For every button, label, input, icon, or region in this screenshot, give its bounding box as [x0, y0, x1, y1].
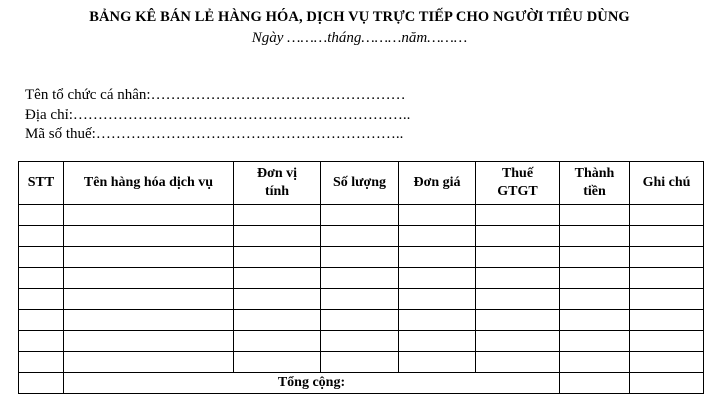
cell-quantity	[321, 289, 399, 310]
cell-vat	[476, 226, 560, 247]
cell-unit	[234, 226, 321, 247]
cell-quantity	[321, 247, 399, 268]
cell-stt	[19, 205, 64, 226]
table-row	[19, 268, 704, 289]
cell-stt	[19, 247, 64, 268]
cell-quantity	[321, 226, 399, 247]
cell-vat	[476, 352, 560, 373]
cell-unit-price	[399, 352, 476, 373]
header-stt: STT	[19, 162, 64, 205]
cell-amount	[560, 268, 630, 289]
cell-stt	[19, 331, 64, 352]
date-line: Ngày ………tháng………năm………	[251, 30, 468, 46]
header-unit: Đơn vị tính	[234, 162, 321, 205]
header-amount: Thành tiền	[560, 162, 630, 205]
cell-unit-price	[399, 310, 476, 331]
total-label: Tổng cộng:	[64, 373, 560, 394]
cell-amount	[560, 247, 630, 268]
cell-amount	[560, 352, 630, 373]
sales-ledger-table	[18, 161, 704, 394]
cell-item-name	[64, 205, 234, 226]
cell-amount	[560, 205, 630, 226]
cell-item-name	[64, 226, 234, 247]
header-vat: Thuế GTGT	[476, 162, 560, 205]
table-row	[19, 226, 704, 247]
cell-vat	[476, 268, 560, 289]
table-row	[19, 289, 704, 310]
cell-note	[630, 268, 704, 289]
cell-vat	[476, 247, 560, 268]
cell-unit	[234, 352, 321, 373]
header-quantity: Số lượng	[321, 162, 399, 205]
cell-note	[630, 352, 704, 373]
table-row	[19, 205, 704, 226]
cell-unit	[234, 331, 321, 352]
cell-item-name	[64, 268, 234, 289]
cell-item-name	[64, 247, 234, 268]
cell-amount	[560, 310, 630, 331]
cell-stt	[19, 352, 64, 373]
cell-unit-price	[399, 247, 476, 268]
table-row	[19, 310, 704, 331]
cell-note	[630, 247, 704, 268]
cell-note	[630, 205, 704, 226]
table-row	[19, 247, 704, 268]
cell-stt	[19, 268, 64, 289]
document-title: BẢNG KÊ BÁN LẺ HÀNG HÓA, DỊCH VỤ TRỰC TIẾP CHO NGƯỜI TIÊU DÙNG	[89, 9, 630, 25]
address-line: Địa chỉ:…………………………………………………………..	[25, 107, 411, 123]
cell-unit-price	[399, 205, 476, 226]
header-note: Ghi chú	[630, 162, 704, 205]
header-unit-price: Đơn giá	[399, 162, 476, 205]
cell-note	[630, 289, 704, 310]
cell-note	[630, 226, 704, 247]
cell-vat	[476, 205, 560, 226]
cell-note	[630, 331, 704, 352]
tax-code-line: Mã số thuế:……………………………………………………..	[25, 126, 404, 142]
total-stt-cell	[19, 373, 64, 394]
table-row	[19, 331, 704, 352]
cell-amount	[560, 331, 630, 352]
cell-unit-price	[399, 289, 476, 310]
cell-note	[630, 310, 704, 331]
cell-quantity	[321, 331, 399, 352]
cell-unit	[234, 289, 321, 310]
cell-vat	[476, 331, 560, 352]
cell-stt	[19, 310, 64, 331]
cell-item-name	[64, 331, 234, 352]
table-row	[19, 352, 704, 373]
cell-stt	[19, 289, 64, 310]
total-row	[19, 373, 704, 394]
cell-unit	[234, 310, 321, 331]
cell-vat	[476, 289, 560, 310]
organization-name-line: Tên tổ chức cá nhân:……………………………………………	[25, 87, 406, 103]
cell-unit	[234, 247, 321, 268]
cell-item-name	[64, 352, 234, 373]
cell-quantity	[321, 310, 399, 331]
cell-quantity	[321, 268, 399, 289]
header-row	[19, 162, 704, 205]
cell-item-name	[64, 310, 234, 331]
cell-unit	[234, 268, 321, 289]
cell-vat	[476, 310, 560, 331]
cell-unit	[234, 205, 321, 226]
total-amount-cell	[560, 373, 630, 394]
cell-amount	[560, 226, 630, 247]
cell-item-name	[64, 289, 234, 310]
cell-unit-price	[399, 331, 476, 352]
cell-unit-price	[399, 226, 476, 247]
header-item-name: Tên hàng hóa dịch vụ	[64, 162, 234, 205]
cell-quantity	[321, 205, 399, 226]
cell-amount	[560, 289, 630, 310]
total-note-cell	[630, 373, 704, 394]
cell-quantity	[321, 352, 399, 373]
cell-unit-price	[399, 268, 476, 289]
cell-stt	[19, 226, 64, 247]
